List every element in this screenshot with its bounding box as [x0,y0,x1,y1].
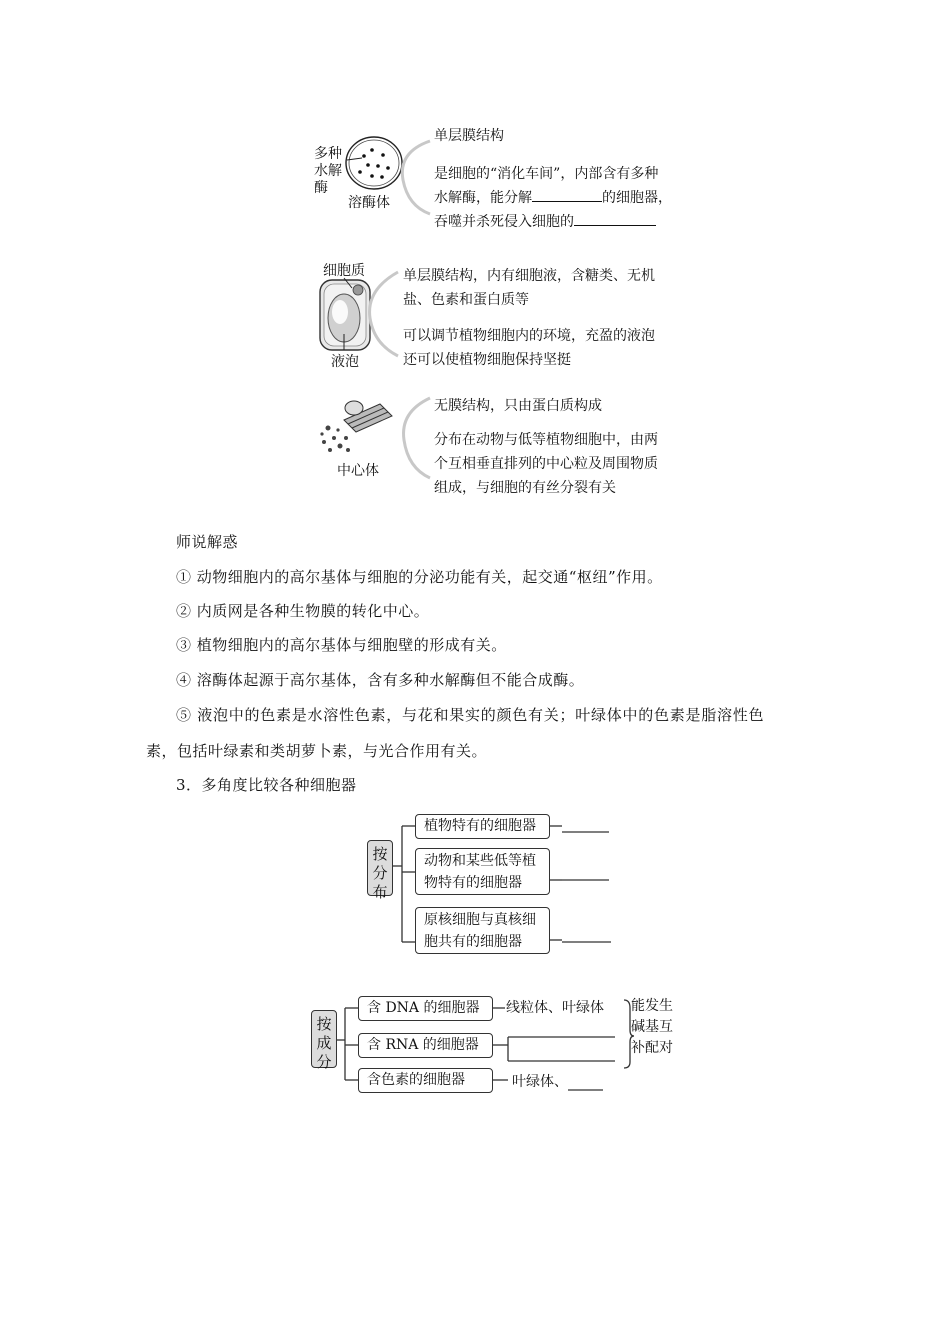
category-char: 按 [316,1015,332,1033]
enzyme-label-line: 多种 [314,146,342,162]
base-pairing-note [631,996,673,1059]
teacher-point-1: ① 动物细胞内的高尔基体与细胞的分泌功能有关，起交通“枢纽”作用。 [176,568,663,586]
teacher-point-5a: ⑤ 液泡中的色素是水溶性色素，与花和果实的颜色有关；叶绿体中的色素是脂溶性色 [176,706,765,724]
cytoplasm-label: 细胞质 [323,263,365,279]
centrosome-desc-4: 组成，与细胞的有丝分裂有关 [434,480,616,496]
centrosome-desc-2: 分布在动物与低等植物细胞中，由两 [434,432,658,448]
lysosome-desc-2: 是细胞的“消化车间”，内部含有多种 [434,166,659,182]
vacuole-label: 液泡 [331,354,359,370]
category-component [311,1010,337,1071]
teacher-point-4: ④ 溶酶体起源于高尔基体，含有多种水解酶但不能合成酶。 [176,671,585,689]
teacher-point-2: ② 内质网是各种生物膜的转化中心。 [176,602,430,620]
category-char: 分 [372,864,388,882]
teacher-point-3: ③ 植物细胞内的高尔基体与细胞壁的形成有关。 [176,636,507,654]
vacuole-desc-3: 可以调节植物细胞内的环境，充盈的液泡 [403,328,655,344]
pigment-organelles-answer: 叶绿体、 [512,1074,568,1090]
box-line: 物特有的细胞器 [424,875,522,891]
centrosome-desc-3: 个互相垂直排列的中心粒及周围物质 [434,456,658,472]
note-line: 能发生 [631,998,673,1014]
vacuole-desc-4: 还可以使植物细胞保持坚挺 [403,352,571,368]
category-char: 按 [372,845,388,863]
teacher-point-5b: 素，包括叶绿素和类胡萝卜素，与光合作用有关。 [146,742,488,760]
enzyme-label-line: 酶 [314,180,328,196]
note-line: 补配对 [631,1040,673,1056]
pigment-organelles-box: 含色素的细胞器 [358,1068,493,1093]
category-char: 布 [372,883,388,901]
dna-organelles-box: 含 DNA 的细胞器 [358,996,493,1021]
teacher-heading: 师说解惑 [176,533,239,551]
lysosome-desc-3-pre: 水解酶，能分解 [434,190,532,206]
note-line: 碱基互 [631,1019,673,1035]
centrosome-label: 中心体 [337,463,379,479]
box-line: 胞共有的细胞器 [424,934,522,950]
category-char: 分 [316,1053,332,1071]
lysosome-desc-4-pre: 吞噬并杀死侵入细胞的 [434,214,574,230]
vacuole-desc-1: 单层膜结构，内有细胞液，含糖类、无机 [403,268,655,284]
box-line: 原核细胞与真核细 [424,912,536,928]
lysosome-desc-1: 单层膜结构 [434,128,504,144]
category-char: 成 [316,1034,332,1052]
section-3-title: 3．多角度比较各种细胞器 [176,776,357,794]
plant-only-organelles-box: 植物特有的细胞器 [415,814,550,839]
enzyme-label-line: 水解 [314,163,342,179]
rna-organelles-box: 含 RNA 的细胞器 [358,1033,493,1058]
centrosome-desc-1: 无膜结构，只由蛋白质构成 [434,398,602,414]
lysosome-label: 溶酶体 [348,195,390,211]
lysosome-desc-3-post: 的细胞器， [602,190,672,206]
vacuole-desc-2: 盐、色素和蛋白质等 [403,292,529,308]
box-line: 动物和某些低等植 [424,853,536,869]
dna-organelles-answer: 线粒体、叶绿体 [506,1000,604,1016]
